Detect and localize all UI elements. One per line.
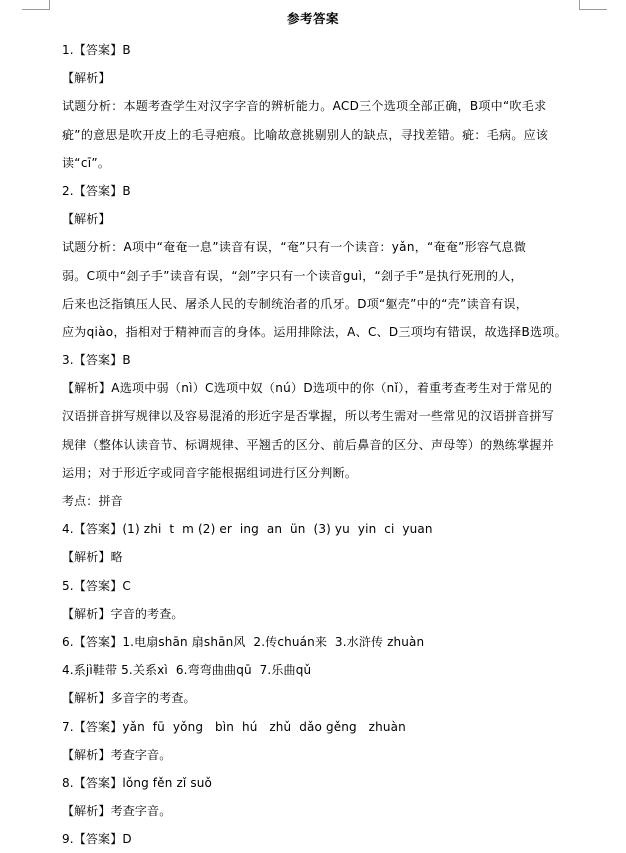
answer-3-analysis xyxy=(62,374,572,487)
text-line: 试题分析：A项中“奄奄一息”读音有误，“奄”只有一个读音：yǎn，“奄奄”形容气息微 xyxy=(62,240,527,255)
answer-8-label: 8.【答案】lǒng fěn zǐ suǒ xyxy=(62,775,212,790)
analysis-label: 【解析】 xyxy=(62,212,111,227)
text-line: 弱。C项中“刽子手”读音有误，“刽”字只有一个读音guì，“刽子手”是执行死刑的人， xyxy=(62,268,523,283)
text-line: 试题分析：本题考查学生对汉字字音的辨析能力。ACD三个选项全部正确，B项中“吹毛求 xyxy=(62,99,547,114)
answer-4-label: 4.【答案】(1) zhi t m (2) er ing an ün (3) yu yin ci yuan xyxy=(62,522,433,537)
analysis-label: 【解析】 xyxy=(62,71,111,86)
text-line: 运用；对于形近字或同音字能根据组词进行区分判断。 xyxy=(62,465,358,480)
answer-5-label: 5.【答案】C xyxy=(62,578,131,593)
text-line: 疵”的意思是吹开皮上的毛寻疤痕。比喻故意挑剔别人的缺点，寻找差错。疵：毛病。应该 xyxy=(62,127,549,142)
answer-3-label: 3.【答案】B xyxy=(62,353,131,368)
answer-1-label: 1.【答案】B xyxy=(62,43,131,57)
page-title: 参考答案 xyxy=(286,11,339,26)
answer-2-analysis xyxy=(62,233,572,346)
answer-6-continued: 4.系jì鞋带 5.关系xì 6.弯弯曲曲qū 7.乐曲qǔ xyxy=(62,663,312,678)
answer-1-analysis xyxy=(62,92,572,177)
answer-content xyxy=(62,36,572,853)
analysis-label: 【解析】多音字的考查。 xyxy=(62,691,196,706)
answer-6-label: 6.【答案】1.电扇shān 扇shān风 2.传chuán来 3.水浒传 zhuàn xyxy=(62,634,425,649)
text-line: 【解析】A选项中弱（nì）C选项中奴（nú）D选项中的你（nǐ），着重考查考生对于常见的 xyxy=(62,381,553,396)
text-line: 汉语拼音拼写规律以及容易混淆的形近字是否掌握，所以考生需对一些常见的汉语拼音拼写 xyxy=(62,409,555,424)
analysis-label: 【解析】考查字音。 xyxy=(62,747,172,762)
text-line: 应为qiào，指相对于精神而言的身体。运用排除法，A、C、D三项均有错误，故选择B选项。 xyxy=(62,324,567,339)
text-line: 后来也泛指镇压人民、屠杀人民的专制统治者的爪牙。D项“躯壳”中的“壳”读音有误， xyxy=(62,296,529,311)
answer-2-label: 2.【答案】B xyxy=(62,183,131,198)
answer-9-label: 9.【答案】D xyxy=(62,832,132,847)
text-line: 规律（整体认读音节、标调规律、平翘舌的区分、前后鼻音的区分、声母等）的熟练掌握并 xyxy=(62,437,555,452)
answer-7-label: 7.【答案】yǎn fū yǒng bìn hú zhǔ dǎo gěng zhuàn xyxy=(62,719,406,734)
analysis-label: 【解析】字音的考查。 xyxy=(62,606,184,621)
analysis-label: 【解析】考查字音。 xyxy=(62,804,172,819)
analysis-label: 【解析】略 xyxy=(62,550,123,565)
text-line: 读“cī”。 xyxy=(62,155,111,170)
key-point: 考点：拼音 xyxy=(62,494,123,508)
